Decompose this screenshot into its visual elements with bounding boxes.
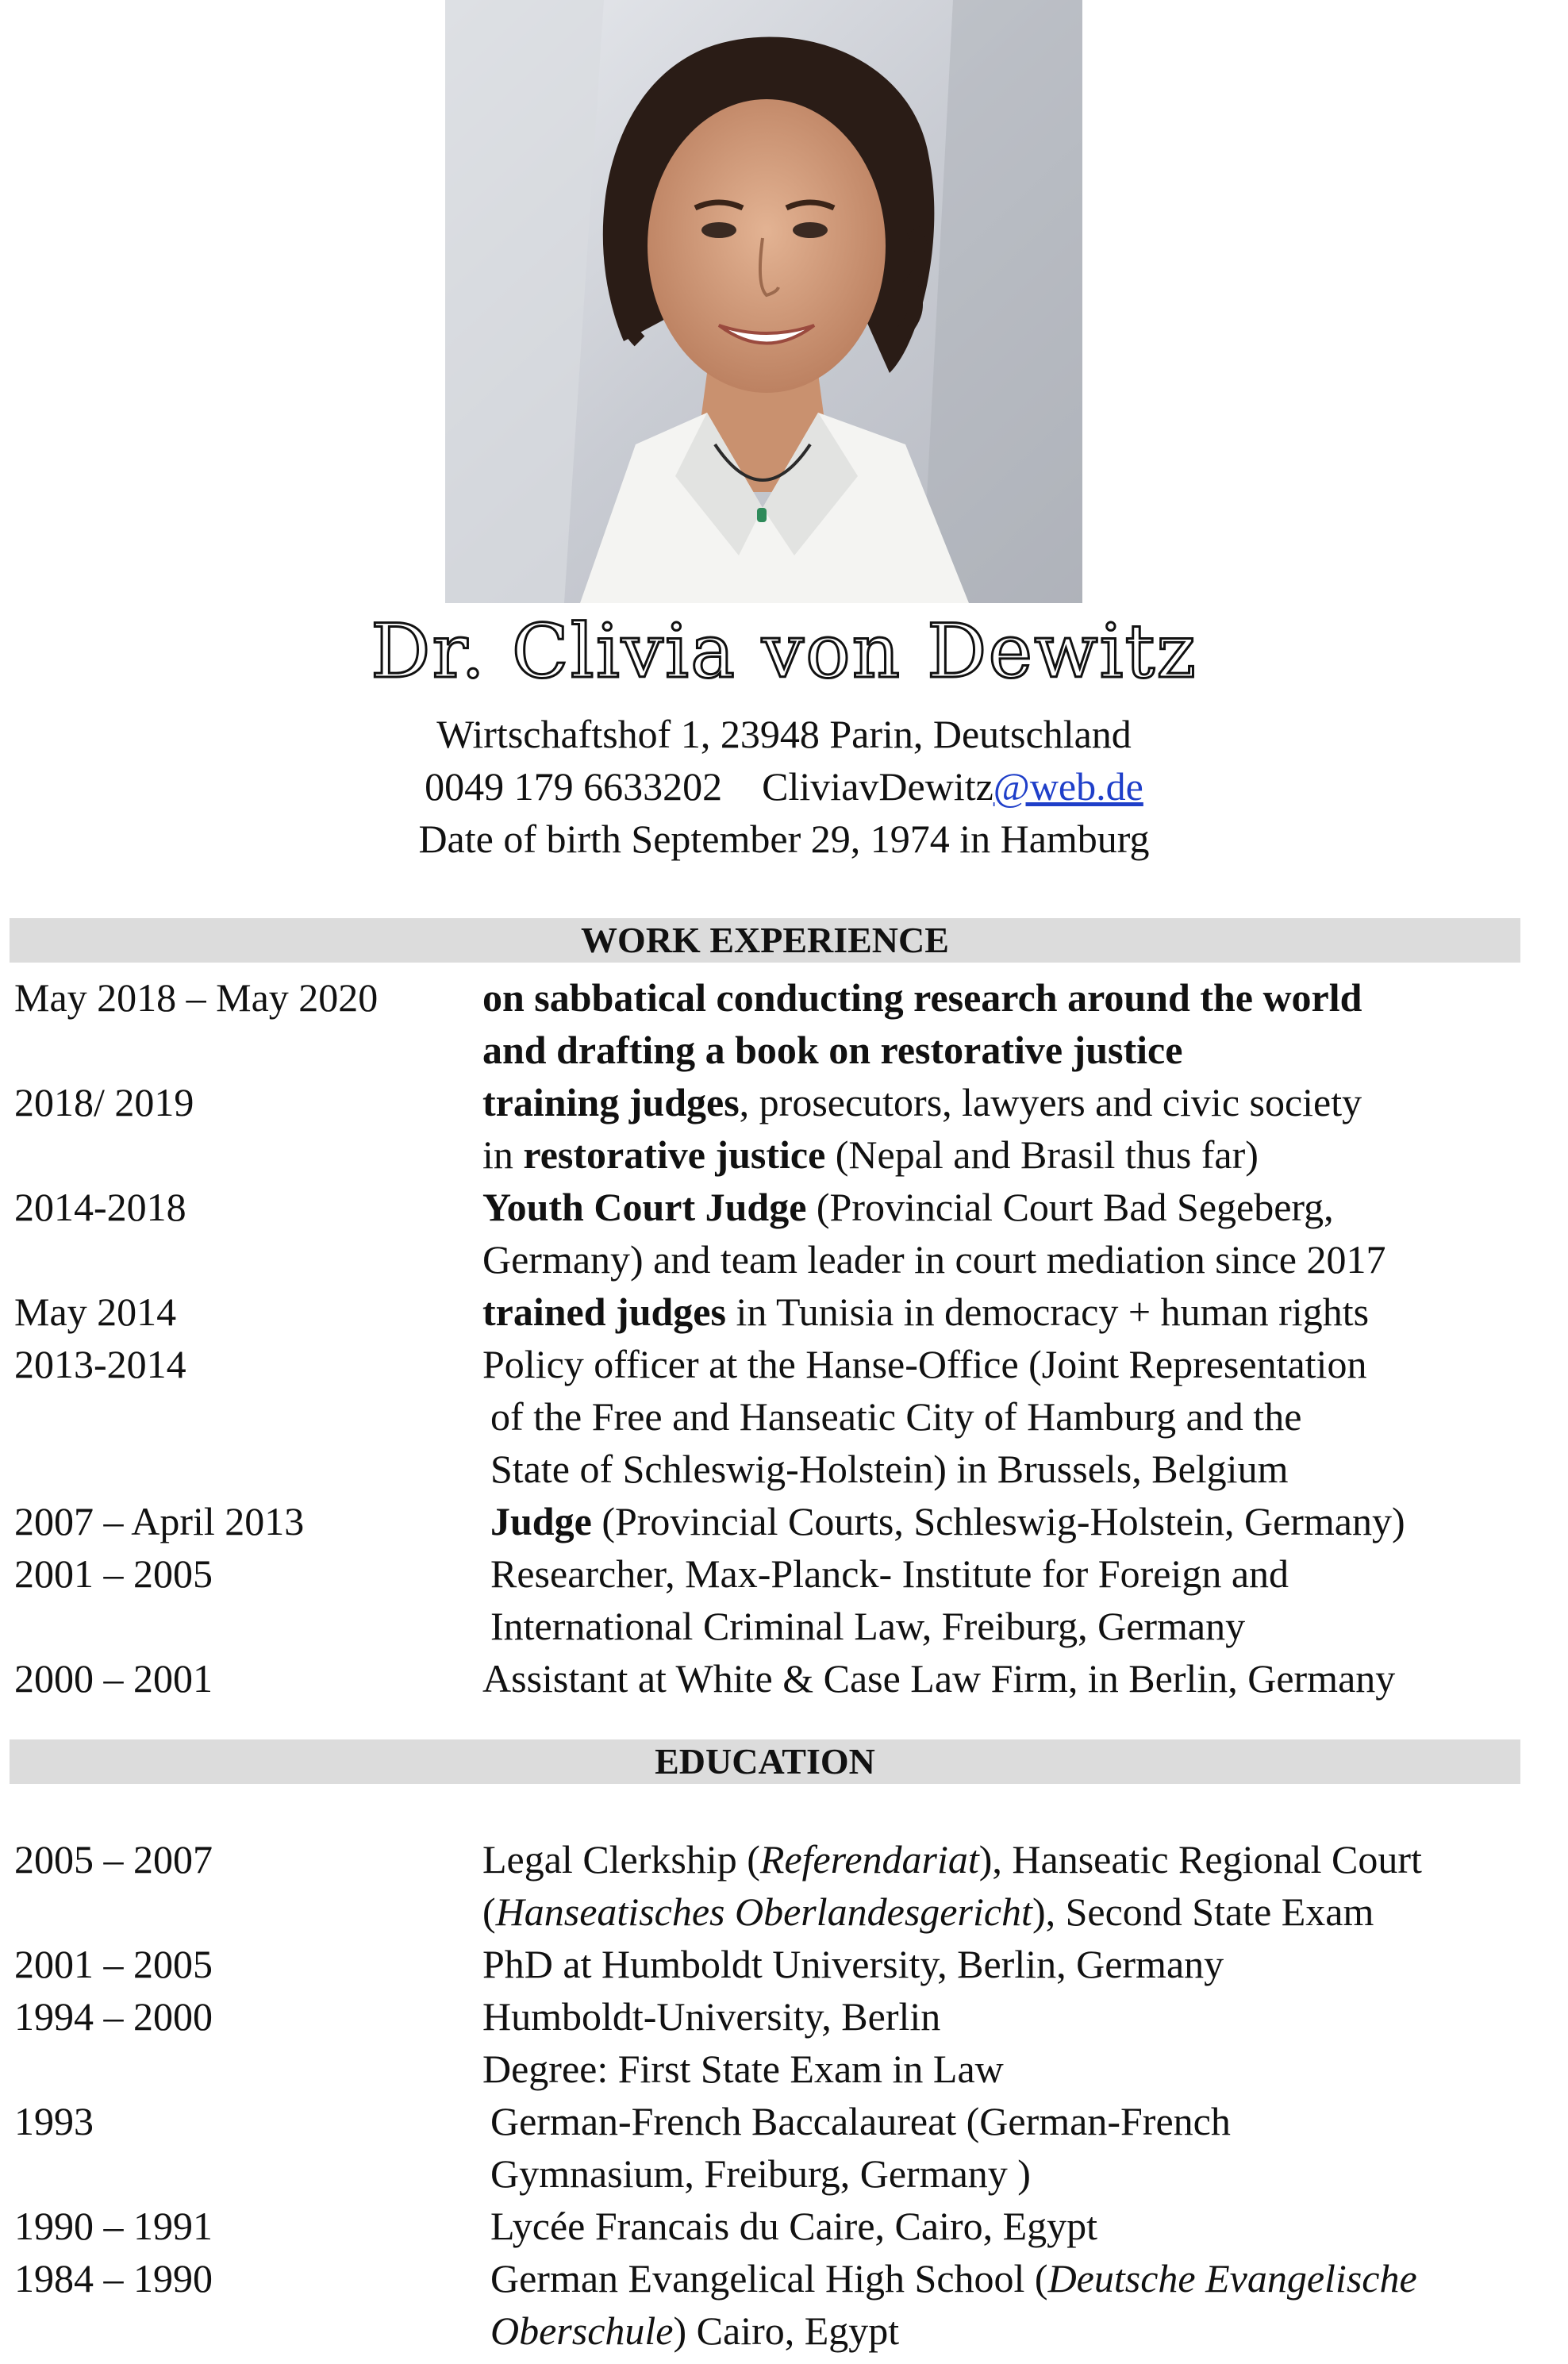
education-entry — [0, 1990, 1568, 2095]
entry-text-italic: Hanseatisches Oberlandesgericht — [495, 1889, 1032, 1934]
work-entry — [0, 1286, 1568, 1338]
entry-date: 1994 – 2000 — [14, 1994, 213, 2039]
entry-text: Gymnasium, Freiburg, Germany ) — [490, 2151, 1031, 2196]
entry-text: State of Schleswig-Holstein) in Brussels, Belgium — [490, 1447, 1289, 1491]
entry-date: 2001 – 2005 — [14, 1942, 213, 1986]
entry-text: Germany) and team leader in court mediation since 2017 — [482, 1237, 1386, 1282]
work-entry — [0, 1338, 1568, 1495]
education-entry — [0, 1938, 1568, 1990]
entry-text: in Tunisia in democracy + human rights — [725, 1290, 1370, 1334]
entry-text-bold: Youth Court Judge — [482, 1185, 807, 1229]
entry-text-bold: Judge — [490, 1499, 592, 1543]
birth-line: Date of birth September 29, 1974 in Hamburg — [418, 817, 1150, 861]
work-entry — [0, 1076, 1568, 1181]
entry-text: ), Hanseatic Regional Court — [978, 1837, 1422, 1882]
entry-text-italic: Deutsche Evangelische — [1047, 2256, 1417, 2301]
contact-block — [0, 708, 1568, 865]
entry-text: Legal Clerkship ( — [482, 1837, 760, 1882]
phone-email-line — [0, 760, 1568, 813]
entry-text: , prosecutors, lawyers and civic society — [739, 1080, 1362, 1124]
entry-text: Degree: First State Exam in Law — [482, 2047, 1004, 2091]
entry-text: (Nepal and Brasil thus far) — [825, 1132, 1259, 1177]
entry-text-italic: Oberschule — [490, 2308, 674, 2353]
entry-date: 1990 – 1991 — [14, 2204, 213, 2248]
entry-date: 2005 – 2007 — [14, 1837, 213, 1882]
entry-text-bold: restorative justice — [523, 1132, 826, 1177]
entry-text: International Criminal Law, Freiburg, Germany — [490, 1604, 1246, 1648]
entry-date: 2018/ 2019 — [14, 1080, 194, 1124]
entry-text: PhD at Humboldt University, Berlin, Germany — [482, 1942, 1224, 1986]
entry-text: ), Second State Exam — [1032, 1889, 1374, 1934]
email-link[interactable]: @web.de — [993, 764, 1143, 809]
entry-date: 2014-2018 — [14, 1185, 186, 1229]
phone-number: 0049 179 6633202 — [425, 764, 723, 809]
email-user: CliviavDewitz — [762, 764, 993, 809]
entry-text: Humboldt-University, Berlin — [482, 1994, 941, 2039]
applicant-name-text: Dr. Clivia von Dewitz — [371, 609, 1197, 695]
work-entry — [0, 1547, 1568, 1652]
entry-date: 1993 — [14, 2099, 94, 2143]
entry-text: of the Free and Hanseatic City of Hamburg and the — [490, 1394, 1302, 1439]
entry-date: 2001 – 2005 — [14, 1551, 213, 1596]
entry-text: Researcher, Max-Planck- Institute for Foreign and — [490, 1551, 1289, 1596]
entry-text: Policy officer at the Hanse-Office (Joint Representation — [482, 1342, 1367, 1386]
entry-date: 1984 – 1990 — [14, 2256, 213, 2301]
entry-text: (Provincial Court Bad Segeberg, — [806, 1185, 1334, 1229]
education-entry — [0, 1833, 1568, 1938]
education-entry — [0, 2095, 1568, 2200]
entry-text: Lycée Francais du Caire, Cairo, Egypt — [490, 2204, 1098, 2248]
applicant-name — [0, 605, 1568, 700]
work-entry — [0, 971, 1568, 1076]
entry-text: German Evangelical High School ( — [490, 2256, 1048, 2301]
entry-text: on sabbatical conducting research around the world — [482, 975, 1362, 1020]
education-heading: EDUCATION — [10, 1739, 1520, 1784]
entry-text: ( — [482, 1889, 496, 1934]
entry-text-italic: Referendariat — [759, 1837, 979, 1882]
work-experience-list — [0, 971, 1568, 1705]
entry-date: May 2018 – May 2020 — [14, 975, 379, 1020]
entry-text-bold: trained judges — [482, 1290, 726, 1334]
work-experience-heading: WORK EXPERIENCE — [10, 918, 1520, 963]
work-entry — [0, 1652, 1568, 1705]
education-entry — [0, 2252, 1568, 2357]
entry-text: German-French Baccalaureat (German-French — [490, 2099, 1231, 2143]
entry-text-bold: training judges — [482, 1080, 740, 1124]
entry-text: and drafting a book on restorative justice — [482, 1028, 1183, 1072]
entry-text: (Provincial Courts, Schleswig-Holstein, Germany) — [591, 1499, 1405, 1543]
entry-date: 2013-2014 — [14, 1342, 186, 1386]
work-entry — [0, 1495, 1568, 1547]
entry-date: May 2014 — [14, 1290, 177, 1334]
work-entry — [0, 1181, 1568, 1286]
entry-text: ) Cairo, Egypt — [673, 2308, 900, 2353]
education-list — [0, 1833, 1568, 2357]
portrait-photo — [445, 0, 1082, 603]
entry-text: Assistant at White & Case Law Firm, in Berlin, Germany — [482, 1656, 1396, 1701]
entry-date: 2007 – April 2013 — [14, 1499, 305, 1543]
education-entry — [0, 2200, 1568, 2252]
address-line: Wirtschaftshof 1, 23948 Parin, Deutschland — [436, 712, 1132, 756]
entry-text: in — [482, 1132, 524, 1177]
entry-date: 2000 – 2001 — [14, 1656, 213, 1701]
